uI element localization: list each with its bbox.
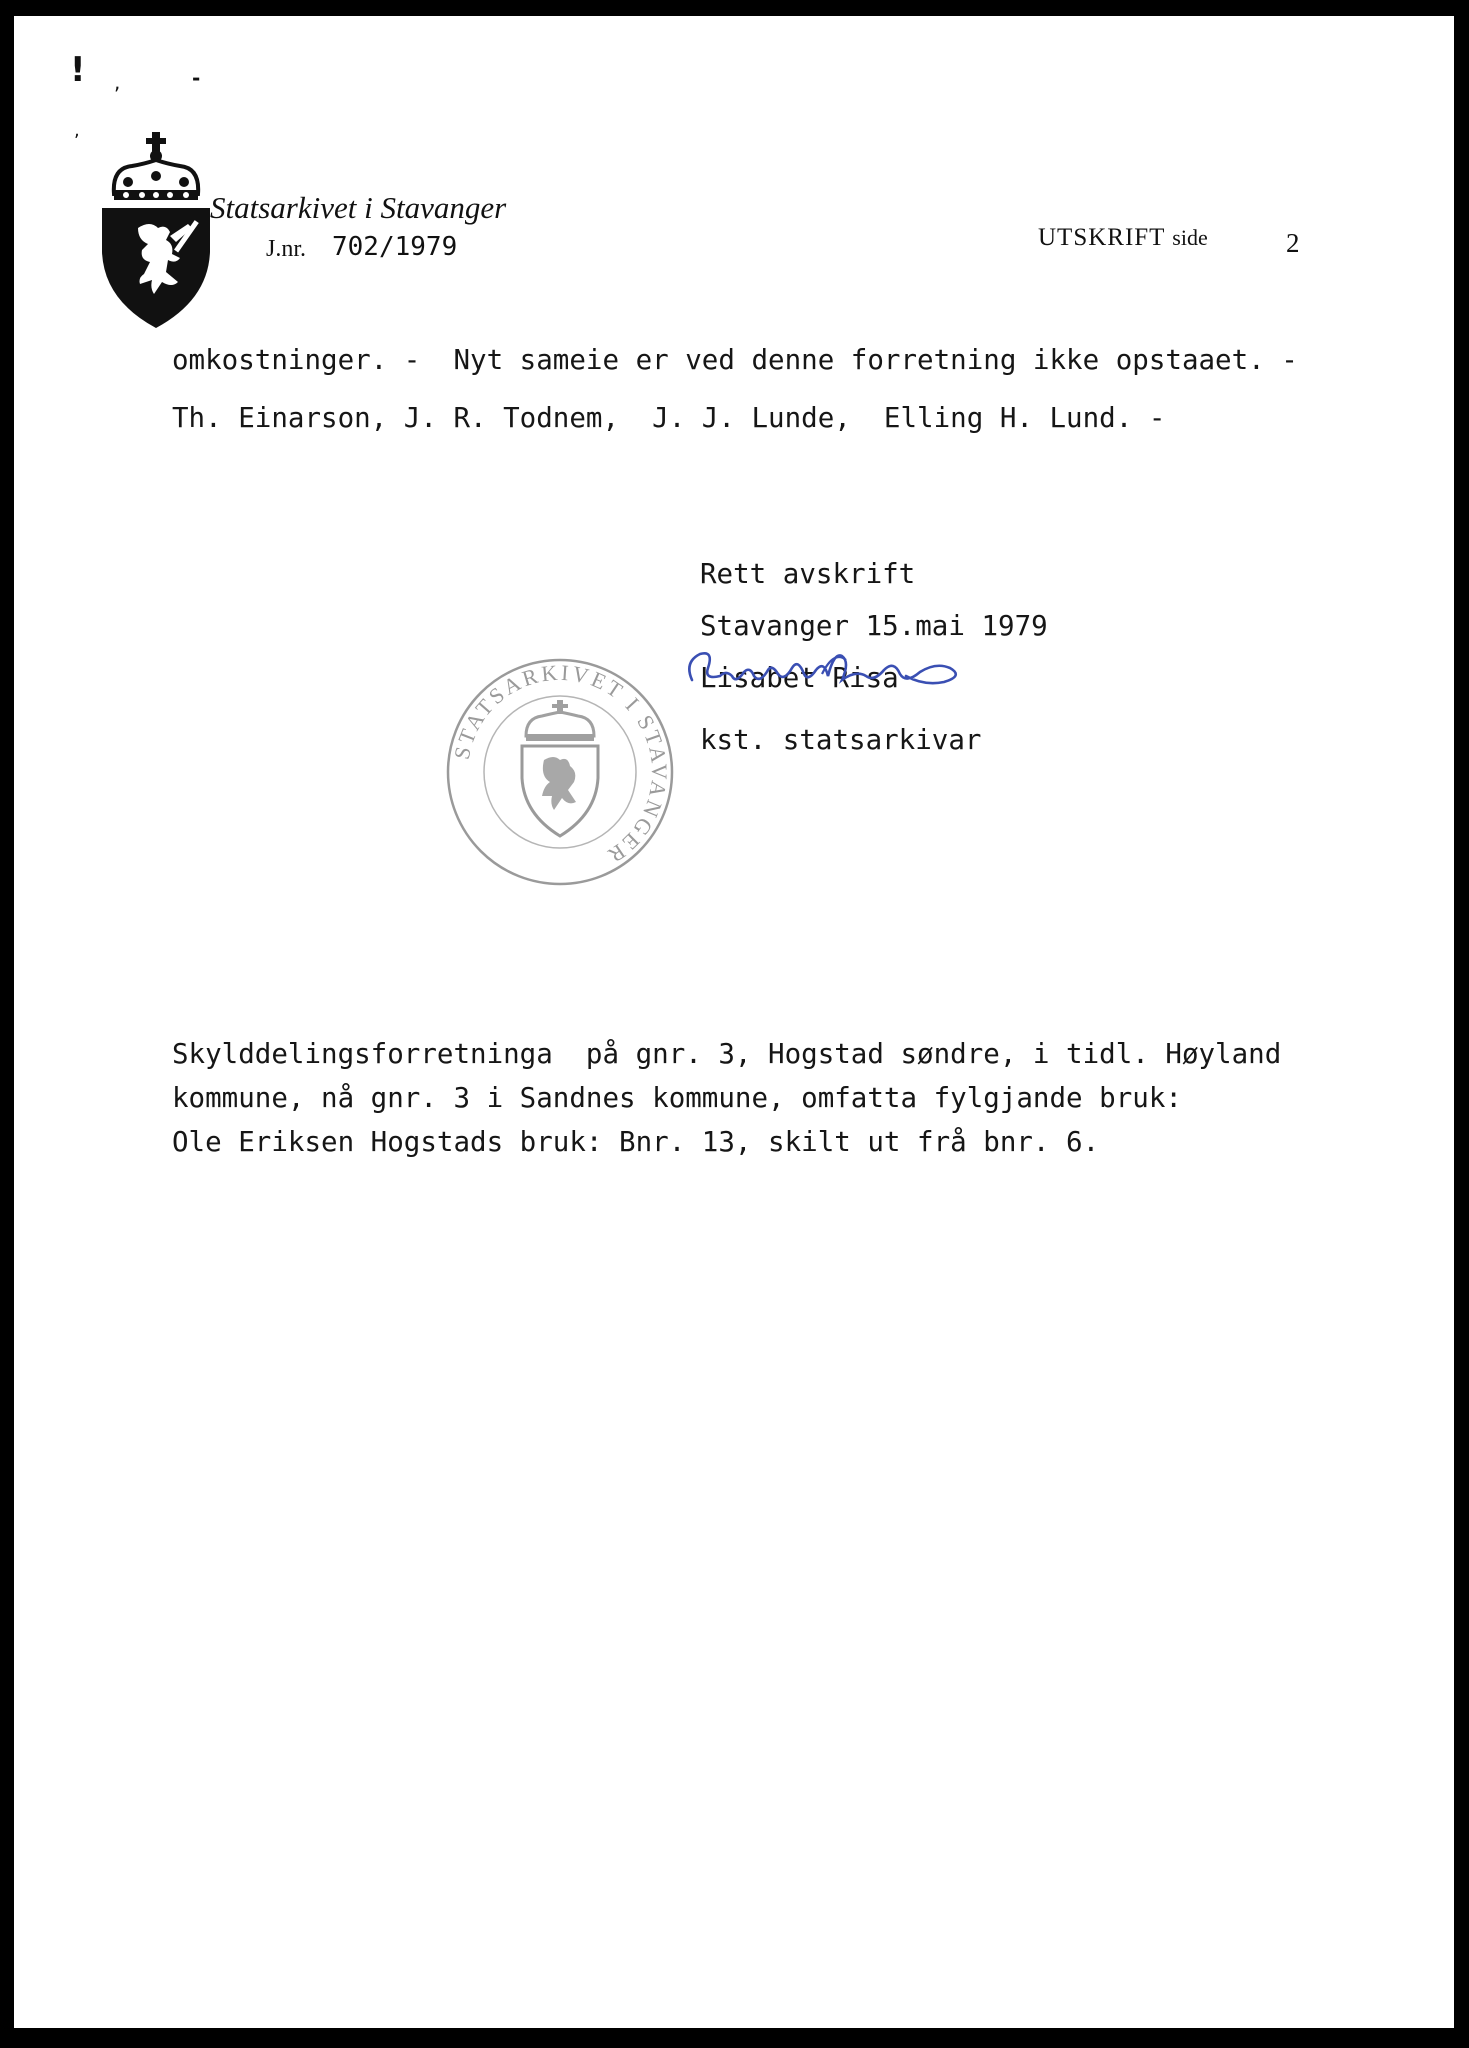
note-line: kommune, nå gnr. 3 i Sandnes kommune, omfatta fylgjande bruk: [172, 1082, 1182, 1114]
document-page [14, 16, 1454, 2028]
body-line: Th. Einarson, J. R. Todnem, J. J. Lunde, Elling H. Lund. - [172, 402, 1166, 434]
certification-line: Lisabet Risa [700, 662, 899, 694]
journal-number: 702/1979 [332, 232, 458, 262]
side-label: side [1172, 225, 1208, 250]
margin-mark: ! [70, 50, 86, 90]
certification-line: Rett avskrift [700, 558, 916, 590]
journal-label: J.nr. [266, 236, 307, 262]
certification-line: kst. statsarkivar [700, 724, 982, 756]
coat-of-arms-icon [92, 132, 220, 332]
certification-line: Stavanger 15.mai 1979 [700, 610, 1048, 642]
archive-seal-icon [444, 656, 676, 888]
margin-mark: - [192, 66, 201, 90]
margin-mark: , [114, 70, 121, 94]
note-line: Skylddelingsforretninga på gnr. 3, Hogstad søndre, i tidl. Høyland [172, 1038, 1282, 1070]
handwritten-signature [674, 640, 974, 704]
transcript-label: UTSKRIFT [1038, 224, 1166, 251]
transcript-heading [1038, 224, 1208, 252]
seal-text: STATSARKIVET I STAVANGER [448, 659, 673, 870]
body-line: omkostninger. - Nyt sameie er ved denne forretning ikke opstaaet. - [172, 344, 1298, 376]
note-line: Ole Eriksen Hogstads bruk: Bnr. 13, skilt ut frå bnr. 6. [172, 1126, 1100, 1158]
organization-name: Statsarkivet i Stavanger [210, 190, 507, 225]
page-number: 2 [1286, 228, 1300, 258]
margin-mark: , [74, 120, 80, 141]
